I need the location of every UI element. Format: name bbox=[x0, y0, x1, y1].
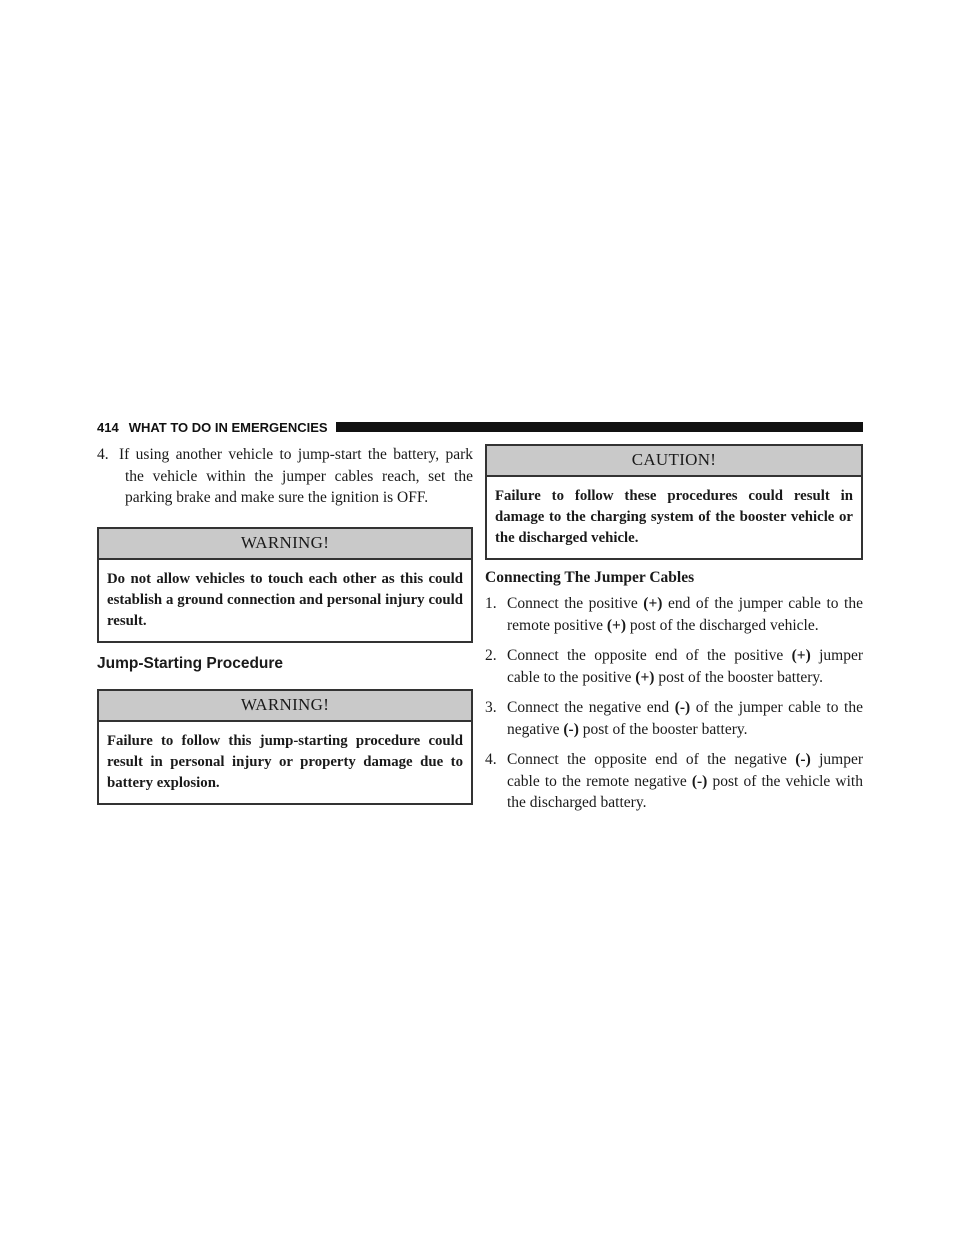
step-text: Connect the negative end bbox=[507, 699, 675, 716]
step-number: 2. bbox=[485, 647, 497, 664]
caution-box bbox=[485, 444, 863, 560]
step-text: post of the booster battery. bbox=[654, 668, 824, 686]
step-text: Connect the opposite end of the negative bbox=[507, 751, 796, 768]
step-text: jumper cable to the remote negative bbox=[507, 751, 863, 790]
header-rule bbox=[336, 422, 863, 432]
polarity-symbol: (+) bbox=[791, 647, 811, 664]
polarity-symbol: (-) bbox=[674, 699, 691, 716]
caution-title: CAUTION! bbox=[487, 446, 861, 477]
step-number: 3. bbox=[485, 699, 497, 716]
polarity-symbol: (-) bbox=[691, 772, 708, 790]
warning-box bbox=[97, 527, 473, 643]
section-title: WHAT TO DO IN EMERGENCIES bbox=[128, 419, 328, 435]
list-item bbox=[485, 749, 863, 814]
item-number: 4. bbox=[97, 446, 109, 463]
right-column bbox=[485, 444, 863, 823]
polarity-symbol: (-) bbox=[795, 751, 811, 768]
step-text: of the jumper cable to the negative bbox=[507, 699, 863, 738]
step-text: post of the discharged vehicle. bbox=[626, 616, 819, 634]
warning-box bbox=[97, 689, 473, 805]
step-text: Connect the opposite end of the positive bbox=[507, 647, 792, 664]
step-number: 4. bbox=[485, 751, 497, 768]
step-text: end of the jumper cable to the remote positive bbox=[507, 595, 863, 634]
list-item bbox=[485, 593, 863, 636]
list-item bbox=[485, 697, 863, 740]
warning-text: Failure to follow this jump-starting procedure could result in personal injury or property damage due to battery explosion. bbox=[107, 732, 463, 791]
step-text: post of the vehicle with the discharged battery. bbox=[507, 772, 863, 811]
warning-text: Do not allow vehicles to touch each other as this could establish a ground connection and personal injury could result. bbox=[107, 570, 463, 629]
polarity-symbol: (+) bbox=[635, 668, 655, 686]
subheading: Connecting The Jumper Cables bbox=[485, 569, 695, 586]
left-column bbox=[97, 444, 473, 805]
item-text: If using another vehicle to jump-start the battery, park the vehicle within the jumper cables reach, set the parking brake and make sure the ignition is OFF. bbox=[119, 446, 473, 506]
caution-text: Failure to follow these procedures could result in damage to the charging system of the booster vehicle or the discharged vehicle. bbox=[495, 488, 853, 546]
warning-title: WARNING! bbox=[99, 529, 471, 560]
step-text: post of the booster battery. bbox=[578, 720, 748, 738]
list-item bbox=[97, 444, 473, 509]
list-item bbox=[485, 645, 863, 688]
subheading: Jump-Starting Procedure bbox=[97, 654, 284, 672]
warning-title: WARNING! bbox=[99, 691, 471, 722]
step-number: 1. bbox=[485, 595, 497, 612]
step-text: Connect the positive bbox=[507, 595, 644, 612]
polarity-symbol: (+) bbox=[643, 595, 663, 612]
polarity-symbol: (+) bbox=[606, 616, 627, 634]
step-text: jumper cable to the positive bbox=[507, 647, 863, 686]
page-header bbox=[97, 416, 863, 438]
polarity-symbol: (-) bbox=[563, 720, 579, 738]
page-number: 414 bbox=[97, 419, 119, 435]
